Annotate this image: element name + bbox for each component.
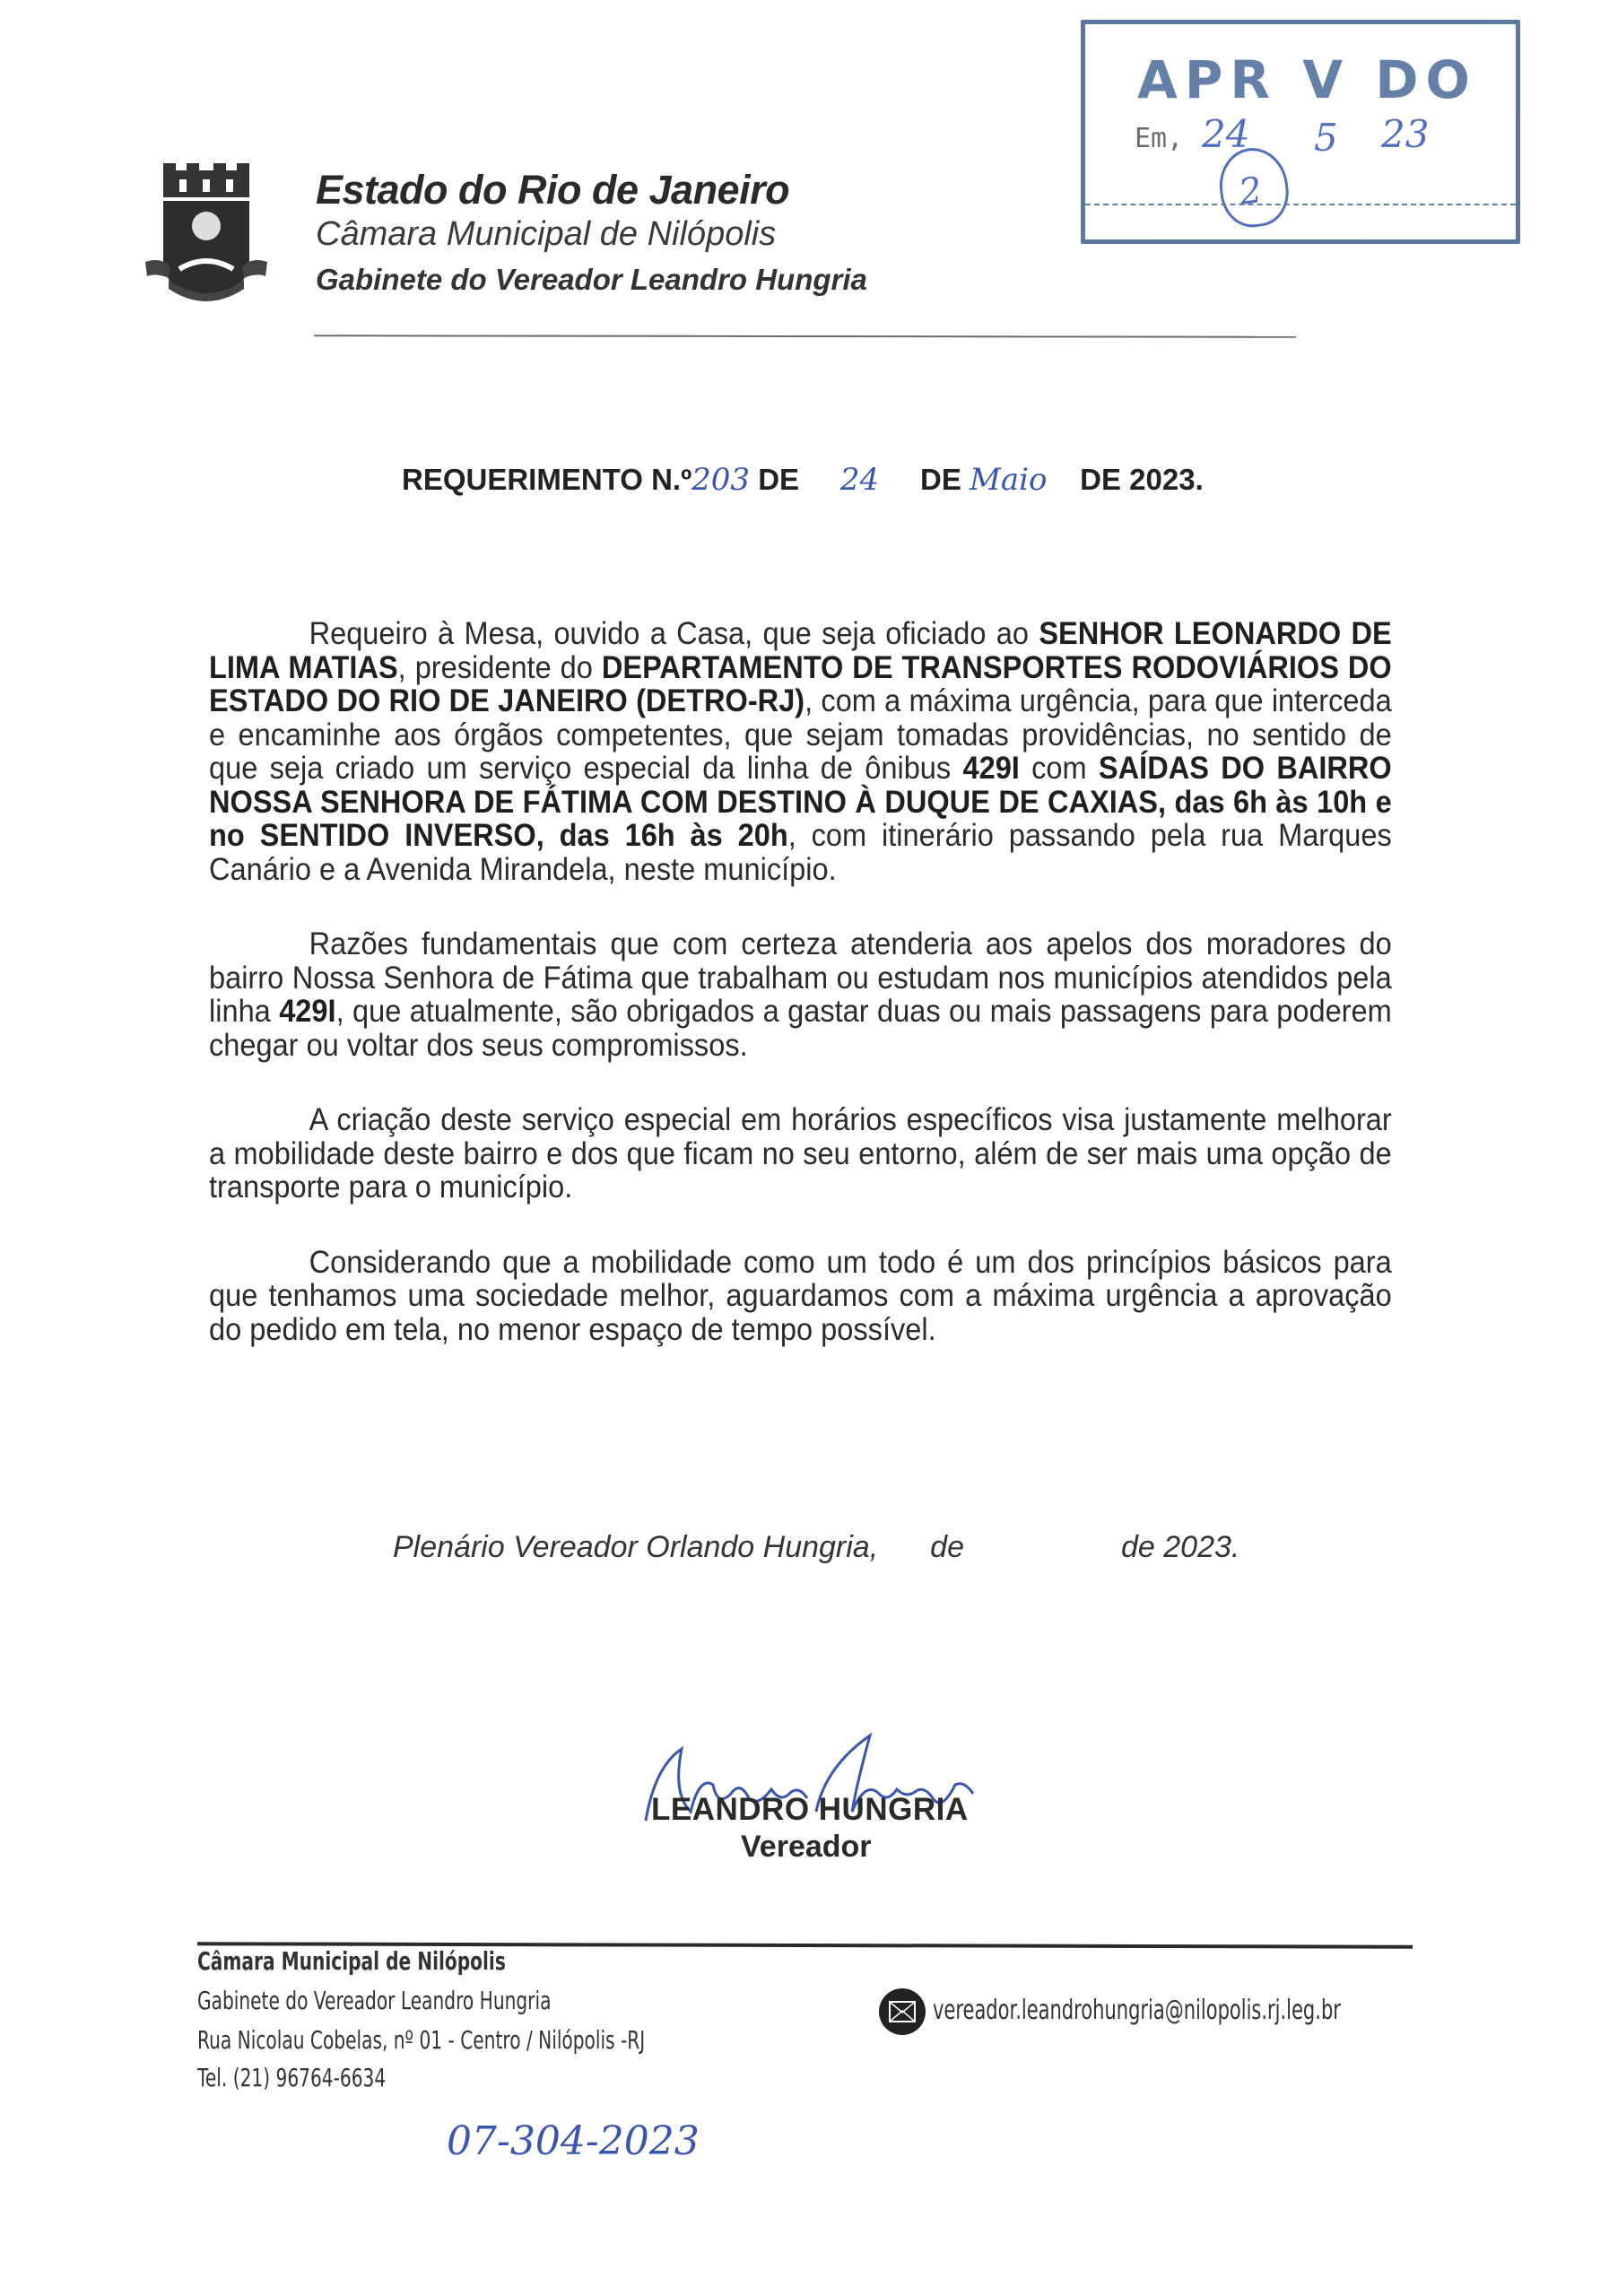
footer-address: Rua Nicolau Cobelas, nº 01 - Centro / Nilópolis -RJ	[197, 2025, 646, 2055]
envelope-icon	[879, 1988, 926, 2035]
text-run: , que atualmente, são obrigados a gastar duas ou mais passagens para poderem chegar ou voltar dos seus compromissos.	[209, 994, 1392, 1063]
request-day: 24	[839, 462, 880, 498]
stamp-month: 5	[1314, 116, 1338, 160]
chamber-heading: Câmara Municipal de Nilópolis	[316, 215, 777, 253]
bold-text-run: 429I	[279, 994, 336, 1029]
closing-de: de	[930, 1530, 964, 1564]
text-run: , com a máxima urgência, para que interceda e encaminhe aos órgãos competentes, que sejam tomadas providências, no sentido de que seja criado um serviço especial da linha de ônibus	[209, 683, 1392, 786]
title-prefix: REQUERIMENTO N.º	[402, 463, 692, 496]
document-body	[209, 617, 1392, 1387]
footer-phone: Tel. (21) 96764-6634	[197, 2063, 387, 2092]
header-divider	[314, 335, 1296, 338]
bold-text-run: SAÍDAS DO BAIRRO NOSSA SENHORA DE FÁTIMA COM DESTINO À DUQUE DE CAXIAS, das 6h às 10h e no SENTIDO INVERSO, das 16h às 20h	[209, 751, 1392, 853]
stamp-mark-number: 2	[1236, 170, 1265, 214]
title-year: DE 2023.	[1080, 463, 1204, 496]
text-run: Requeiro à Mesa, ouvido a Casa, que seja oficiado ao	[309, 616, 1039, 651]
footer-chamber: Câmara Municipal de Nilópolis	[197, 1946, 506, 1976]
request-number: 203	[691, 462, 751, 498]
bold-text-run: 429I	[962, 751, 1020, 786]
approval-stamp	[1081, 20, 1520, 244]
stamp-dashed-line	[1085, 204, 1516, 205]
paragraph-reasons	[209, 927, 1392, 1062]
bold-text-run: DEPARTAMENTO DE TRANSPORTES RODOVIÁRIOS DO ESTADO DO RIO DE JANEIRO (DETRO-RJ)	[209, 649, 1392, 718]
text-run: , com itinerário passando pela rua Marques Canário e a Avenida Mirandela, neste município.	[209, 818, 1392, 887]
signer-role: Vereador	[741, 1830, 872, 1864]
request-title	[402, 462, 1204, 498]
paragraph-purpose: A criação deste serviço especial em horários específicos visa justamente melhorar a mobilidade deste bairro e dos que ficam no seu entorno, além de ser mais uma opção de transporte para o município.	[209, 1102, 1392, 1205]
office-heading: Gabinete do Vereador Leandro Hungria	[316, 263, 867, 296]
stamp-day: 24	[1202, 112, 1250, 156]
stamp-year: 23	[1381, 112, 1430, 156]
closing-line	[393, 1530, 1239, 1565]
title-de: DE	[758, 463, 800, 496]
paragraph-conclusion: Considerando que a mobilidade como um todo é um dos princípios básicos para que tenhamos uma sociedade melhor, aguardamos com a máxima urgência a aprovação do pedido em tela, no menor espaço de tempo possível.	[209, 1244, 1392, 1347]
stamp-handwritten-mark	[1214, 144, 1293, 231]
state-heading: Estado do Rio de Janeiro	[316, 167, 790, 213]
text-run: Razões fundamentais que com certeza atenderia aos apelos dos moradores do bairro Nossa Senhora de Fátima que trabalham ou estudam nos municípios atendidos pela linha	[209, 926, 1392, 1029]
footer-office: Gabinete do Vereador Leandro Hungria	[197, 1986, 552, 2015]
footer-email[interactable]: vereador.leandrohungria@nilopolis.rj.leg.br	[933, 1995, 1341, 2026]
bold-text-run: SENHOR LEONARDO DE LIMA MATIAS	[209, 616, 1392, 685]
text-run: com	[1019, 751, 1099, 786]
title-de: DE	[920, 463, 961, 496]
protocol-number: 07-304-2023	[447, 2118, 700, 2164]
text-run: , presidente do	[397, 649, 602, 685]
closing-place: Plenário Vereador Orlando Hungria,	[393, 1530, 879, 1564]
stamp-date-prefix: Em,	[1135, 123, 1184, 154]
coat-of-arms-logo	[144, 163, 269, 307]
closing-year: de 2023.	[1121, 1530, 1240, 1564]
paragraph-request	[209, 617, 1392, 886]
stamp-title: APR V DO	[1137, 49, 1477, 110]
signer-name: LEANDRO HUNGRIA	[651, 1792, 969, 1827]
request-month: Maio	[970, 462, 1048, 498]
